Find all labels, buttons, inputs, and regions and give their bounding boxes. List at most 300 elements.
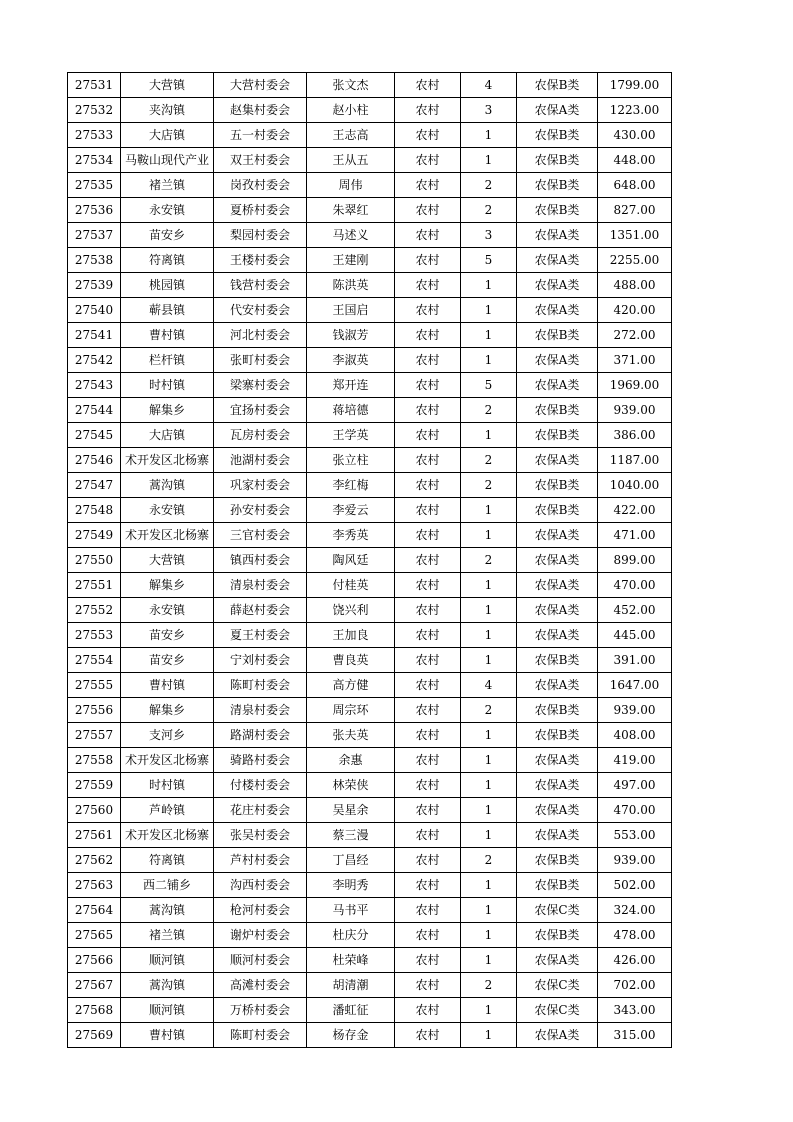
member-count-cell: 1: [461, 648, 517, 673]
person-name-cell: 林荣侠: [307, 773, 395, 798]
member-count-cell: 2: [461, 973, 517, 998]
table-row: [68, 198, 672, 223]
household-type-cell: 农村: [395, 798, 461, 823]
table-row: [68, 598, 672, 623]
record-id-cell: 27542: [68, 348, 121, 373]
village-committee-cell: 巩家村委会: [214, 473, 307, 498]
insurance-category-cell: 农保A类: [517, 948, 598, 973]
person-name-cell: 付桂英: [307, 573, 395, 598]
person-name-cell: 王学英: [307, 423, 395, 448]
household-type-cell: 农村: [395, 698, 461, 723]
person-name-cell: 杨存金: [307, 1023, 395, 1048]
record-id-cell: 27565: [68, 923, 121, 948]
household-type-cell: 农村: [395, 623, 461, 648]
insurance-category-cell: 农保A类: [517, 798, 598, 823]
household-type-cell: 农村: [395, 748, 461, 773]
township-cell: 夹沟镇: [121, 98, 214, 123]
person-name-cell: 王国启: [307, 298, 395, 323]
table-row: [68, 623, 672, 648]
township-cell: 大营镇: [121, 73, 214, 98]
person-name-cell: 李淑英: [307, 348, 395, 373]
table-row: [68, 298, 672, 323]
household-type-cell: 农村: [395, 148, 461, 173]
township-cell: 曹村镇: [121, 1023, 214, 1048]
table-row: [68, 498, 672, 523]
township-cell: 曹村镇: [121, 323, 214, 348]
person-name-cell: 王从五: [307, 148, 395, 173]
township-cell: 时村镇: [121, 373, 214, 398]
record-id-cell: 27534: [68, 148, 121, 173]
village-committee-cell: 谢炉村委会: [214, 923, 307, 948]
village-committee-cell: 池湖村委会: [214, 448, 307, 473]
record-id-cell: 27558: [68, 748, 121, 773]
table-row: [68, 448, 672, 473]
township-cell: 解集乡: [121, 573, 214, 598]
record-id-cell: 27533: [68, 123, 121, 148]
record-id-cell: 27566: [68, 948, 121, 973]
household-type-cell: 农村: [395, 348, 461, 373]
person-name-cell: 王志高: [307, 123, 395, 148]
record-id-cell: 27559: [68, 773, 121, 798]
township-cell: 术开发区北杨寨: [121, 448, 214, 473]
person-name-cell: 潘虹征: [307, 998, 395, 1023]
amount-cell: 478.00: [598, 923, 672, 948]
insurance-category-cell: 农保A类: [517, 773, 598, 798]
household-type-cell: 农村: [395, 923, 461, 948]
insurance-category-cell: 农保A类: [517, 573, 598, 598]
amount-cell: 452.00: [598, 598, 672, 623]
table-row: [68, 773, 672, 798]
record-id-cell: 27532: [68, 98, 121, 123]
record-id-cell: 27561: [68, 823, 121, 848]
person-name-cell: 王加良: [307, 623, 395, 648]
person-name-cell: 高方健: [307, 673, 395, 698]
village-committee-cell: 顺河村委会: [214, 948, 307, 973]
amount-cell: 315.00: [598, 1023, 672, 1048]
township-cell: 蒿沟镇: [121, 473, 214, 498]
amount-cell: 430.00: [598, 123, 672, 148]
household-type-cell: 农村: [395, 73, 461, 98]
person-name-cell: 周宗环: [307, 698, 395, 723]
record-id-cell: 27551: [68, 573, 121, 598]
member-count-cell: 1: [461, 1023, 517, 1048]
person-name-cell: 余惠: [307, 748, 395, 773]
village-committee-cell: 夏桥村委会: [214, 198, 307, 223]
record-id-cell: 27563: [68, 873, 121, 898]
member-count-cell: 1: [461, 123, 517, 148]
township-cell: 栏杆镇: [121, 348, 214, 373]
household-type-cell: 农村: [395, 198, 461, 223]
person-name-cell: 钱淑芳: [307, 323, 395, 348]
amount-cell: 371.00: [598, 348, 672, 373]
household-type-cell: 农村: [395, 648, 461, 673]
insurance-category-cell: 农保B类: [517, 873, 598, 898]
household-type-cell: 农村: [395, 423, 461, 448]
insurance-category-cell: 农保B类: [517, 398, 598, 423]
township-cell: 苗安乡: [121, 223, 214, 248]
record-id-cell: 27538: [68, 248, 121, 273]
person-name-cell: 陶风廷: [307, 548, 395, 573]
amount-cell: 1187.00: [598, 448, 672, 473]
household-type-cell: 农村: [395, 848, 461, 873]
amount-cell: 502.00: [598, 873, 672, 898]
amount-cell: 827.00: [598, 198, 672, 223]
household-type-cell: 农村: [395, 248, 461, 273]
table-row: [68, 748, 672, 773]
village-committee-cell: 代安村委会: [214, 298, 307, 323]
amount-cell: 488.00: [598, 273, 672, 298]
insurance-category-cell: 农保A类: [517, 273, 598, 298]
household-type-cell: 农村: [395, 973, 461, 998]
amount-cell: 939.00: [598, 698, 672, 723]
person-name-cell: 李红梅: [307, 473, 395, 498]
amount-cell: 272.00: [598, 323, 672, 348]
township-cell: 符离镇: [121, 848, 214, 873]
household-type-cell: 农村: [395, 523, 461, 548]
member-count-cell: 1: [461, 723, 517, 748]
insurance-category-cell: 农保B类: [517, 498, 598, 523]
amount-cell: 1040.00: [598, 473, 672, 498]
household-type-cell: 农村: [395, 823, 461, 848]
table-row: [68, 223, 672, 248]
member-count-cell: 1: [461, 948, 517, 973]
member-count-cell: 1: [461, 148, 517, 173]
amount-cell: 939.00: [598, 398, 672, 423]
person-name-cell: 马书平: [307, 898, 395, 923]
insurance-category-cell: 农保A类: [517, 673, 598, 698]
record-id-cell: 27540: [68, 298, 121, 323]
township-cell: 永安镇: [121, 198, 214, 223]
household-type-cell: 农村: [395, 373, 461, 398]
record-id-cell: 27548: [68, 498, 121, 523]
member-count-cell: 1: [461, 498, 517, 523]
record-id-cell: 27567: [68, 973, 121, 998]
village-committee-cell: 骑路村委会: [214, 748, 307, 773]
amount-cell: 470.00: [598, 573, 672, 598]
record-id-cell: 27531: [68, 73, 121, 98]
village-committee-cell: 五一村委会: [214, 123, 307, 148]
village-committee-cell: 清泉村委会: [214, 573, 307, 598]
insurance-category-cell: 农保B类: [517, 698, 598, 723]
member-count-cell: 1: [461, 748, 517, 773]
township-cell: 符离镇: [121, 248, 214, 273]
table-row: [68, 348, 672, 373]
township-cell: 时村镇: [121, 773, 214, 798]
record-id-cell: 27535: [68, 173, 121, 198]
township-cell: 苗安乡: [121, 623, 214, 648]
person-name-cell: 李爱云: [307, 498, 395, 523]
record-id-cell: 27562: [68, 848, 121, 873]
village-committee-cell: 三官村委会: [214, 523, 307, 548]
table-row: [68, 248, 672, 273]
household-type-cell: 农村: [395, 173, 461, 198]
household-type-cell: 农村: [395, 948, 461, 973]
member-count-cell: 1: [461, 898, 517, 923]
member-count-cell: 1: [461, 423, 517, 448]
village-committee-cell: 岗孜村委会: [214, 173, 307, 198]
person-name-cell: 马述义: [307, 223, 395, 248]
insurance-category-cell: 农保B类: [517, 323, 598, 348]
insurance-category-cell: 农保B类: [517, 648, 598, 673]
insurance-category-cell: 农保B类: [517, 923, 598, 948]
record-id-cell: 27564: [68, 898, 121, 923]
amount-cell: 408.00: [598, 723, 672, 748]
village-committee-cell: 芦村村委会: [214, 848, 307, 873]
household-type-cell: 农村: [395, 873, 461, 898]
village-committee-cell: 梨园村委会: [214, 223, 307, 248]
record-id-cell: 27537: [68, 223, 121, 248]
person-name-cell: 王建刚: [307, 248, 395, 273]
record-id-cell: 27544: [68, 398, 121, 423]
table-row: [68, 873, 672, 898]
record-id-cell: 27568: [68, 998, 121, 1023]
member-count-cell: 1: [461, 873, 517, 898]
village-committee-cell: 镇西村委会: [214, 548, 307, 573]
table-row: [68, 998, 672, 1023]
village-committee-cell: 河北村委会: [214, 323, 307, 348]
insurance-category-cell: 农保B类: [517, 123, 598, 148]
table-row: [68, 723, 672, 748]
township-cell: 西二铺乡: [121, 873, 214, 898]
person-name-cell: 蒋培德: [307, 398, 395, 423]
amount-cell: 471.00: [598, 523, 672, 548]
amount-cell: 386.00: [598, 423, 672, 448]
household-type-cell: 农村: [395, 273, 461, 298]
table-row: [68, 673, 672, 698]
table-row: [68, 1023, 672, 1048]
township-cell: 蕲县镇: [121, 298, 214, 323]
amount-cell: 422.00: [598, 498, 672, 523]
village-committee-cell: 赵集村委会: [214, 98, 307, 123]
member-count-cell: 2: [461, 398, 517, 423]
insurance-category-cell: 农保A类: [517, 98, 598, 123]
member-count-cell: 1: [461, 623, 517, 648]
person-name-cell: 张文杰: [307, 73, 395, 98]
amount-cell: 1647.00: [598, 673, 672, 698]
member-count-cell: 1: [461, 823, 517, 848]
record-id-cell: 27557: [68, 723, 121, 748]
village-committee-cell: 大营村委会: [214, 73, 307, 98]
table-row: [68, 523, 672, 548]
member-count-cell: 4: [461, 73, 517, 98]
person-name-cell: 蔡三漫: [307, 823, 395, 848]
member-count-cell: 2: [461, 448, 517, 473]
township-cell: 大店镇: [121, 123, 214, 148]
member-count-cell: 3: [461, 223, 517, 248]
insurance-category-cell: 农保B类: [517, 73, 598, 98]
member-count-cell: 4: [461, 673, 517, 698]
insurance-category-cell: 农保C类: [517, 898, 598, 923]
village-committee-cell: 宜扬村委会: [214, 398, 307, 423]
township-cell: 苗安乡: [121, 648, 214, 673]
person-name-cell: 周伟: [307, 173, 395, 198]
village-committee-cell: 梁寨村委会: [214, 373, 307, 398]
amount-cell: 648.00: [598, 173, 672, 198]
township-cell: 永安镇: [121, 498, 214, 523]
insurance-category-cell: 农保B类: [517, 723, 598, 748]
amount-cell: 343.00: [598, 998, 672, 1023]
person-name-cell: 郑开连: [307, 373, 395, 398]
household-type-cell: 农村: [395, 673, 461, 698]
person-name-cell: 李秀英: [307, 523, 395, 548]
household-type-cell: 农村: [395, 298, 461, 323]
record-id-cell: 27543: [68, 373, 121, 398]
person-name-cell: 吴星余: [307, 798, 395, 823]
amount-cell: 1223.00: [598, 98, 672, 123]
record-id-cell: 27556: [68, 698, 121, 723]
village-committee-cell: 付楼村委会: [214, 773, 307, 798]
insurance-category-cell: 农保A类: [517, 448, 598, 473]
person-name-cell: 杜庆分: [307, 923, 395, 948]
member-count-cell: 1: [461, 298, 517, 323]
record-id-cell: 27541: [68, 323, 121, 348]
table-row: [68, 923, 672, 948]
insurance-category-cell: 农保A类: [517, 748, 598, 773]
table-row: [68, 648, 672, 673]
township-cell: 解集乡: [121, 398, 214, 423]
table-row: [68, 423, 672, 448]
person-name-cell: 张夫英: [307, 723, 395, 748]
insurance-category-cell: 农保A类: [517, 823, 598, 848]
member-count-cell: 1: [461, 798, 517, 823]
amount-cell: 426.00: [598, 948, 672, 973]
household-type-cell: 农村: [395, 323, 461, 348]
township-cell: 褚兰镇: [121, 923, 214, 948]
village-committee-cell: 王楼村委会: [214, 248, 307, 273]
table-row: [68, 973, 672, 998]
insurance-category-cell: 农保B类: [517, 473, 598, 498]
record-id-cell: 27552: [68, 598, 121, 623]
member-count-cell: 1: [461, 323, 517, 348]
table-row: [68, 548, 672, 573]
person-name-cell: 朱翠红: [307, 198, 395, 223]
village-committee-cell: 高滩村委会: [214, 973, 307, 998]
household-type-cell: 农村: [395, 448, 461, 473]
table-row: [68, 798, 672, 823]
amount-cell: 445.00: [598, 623, 672, 648]
person-name-cell: 杜荣峰: [307, 948, 395, 973]
village-committee-cell: 枪河村委会: [214, 898, 307, 923]
amount-cell: 419.00: [598, 748, 672, 773]
table-row: [68, 148, 672, 173]
village-committee-cell: 孙安村委会: [214, 498, 307, 523]
village-committee-cell: 钱营村委会: [214, 273, 307, 298]
amount-cell: 702.00: [598, 973, 672, 998]
village-committee-cell: 陈町村委会: [214, 1023, 307, 1048]
township-cell: 芦岭镇: [121, 798, 214, 823]
record-id-cell: 27545: [68, 423, 121, 448]
table-row: [68, 948, 672, 973]
member-count-cell: 1: [461, 923, 517, 948]
household-type-cell: 农村: [395, 1023, 461, 1048]
member-count-cell: 2: [461, 848, 517, 873]
table-row: [68, 823, 672, 848]
amount-cell: 324.00: [598, 898, 672, 923]
person-name-cell: 曹良英: [307, 648, 395, 673]
roster-table: [67, 72, 672, 1048]
insurance-category-cell: 农保A类: [517, 1023, 598, 1048]
member-count-cell: 2: [461, 548, 517, 573]
village-committee-cell: 万桥村委会: [214, 998, 307, 1023]
township-cell: 顺河镇: [121, 948, 214, 973]
amount-cell: 470.00: [598, 798, 672, 823]
amount-cell: 497.00: [598, 773, 672, 798]
township-cell: 解集乡: [121, 698, 214, 723]
insurance-category-cell: 农保A类: [517, 598, 598, 623]
member-count-cell: 1: [461, 348, 517, 373]
person-name-cell: 胡清潮: [307, 973, 395, 998]
table-row: [68, 73, 672, 98]
village-committee-cell: 张吴村委会: [214, 823, 307, 848]
township-cell: 永安镇: [121, 598, 214, 623]
village-committee-cell: 清泉村委会: [214, 698, 307, 723]
insurance-category-cell: 农保B类: [517, 173, 598, 198]
table-row: [68, 698, 672, 723]
village-committee-cell: 沟西村委会: [214, 873, 307, 898]
household-type-cell: 农村: [395, 598, 461, 623]
amount-cell: 553.00: [598, 823, 672, 848]
table-row: [68, 573, 672, 598]
table-row: [68, 898, 672, 923]
insurance-category-cell: 农保A类: [517, 548, 598, 573]
township-cell: 褚兰镇: [121, 173, 214, 198]
insurance-category-cell: 农保A类: [517, 348, 598, 373]
amount-cell: 420.00: [598, 298, 672, 323]
record-id-cell: 27549: [68, 523, 121, 548]
household-type-cell: 农村: [395, 548, 461, 573]
record-id-cell: 27546: [68, 448, 121, 473]
household-type-cell: 农村: [395, 223, 461, 248]
person-name-cell: 李明秀: [307, 873, 395, 898]
amount-cell: 939.00: [598, 848, 672, 873]
village-committee-cell: 陈町村委会: [214, 673, 307, 698]
township-cell: 马鞍山现代产业: [121, 148, 214, 173]
member-count-cell: 2: [461, 473, 517, 498]
insurance-category-cell: 农保B类: [517, 148, 598, 173]
amount-cell: 2255.00: [598, 248, 672, 273]
record-id-cell: 27539: [68, 273, 121, 298]
village-committee-cell: 宁刘村委会: [214, 648, 307, 673]
table-row: [68, 473, 672, 498]
person-name-cell: 赵小柱: [307, 98, 395, 123]
household-type-cell: 农村: [395, 573, 461, 598]
household-type-cell: 农村: [395, 473, 461, 498]
township-cell: 术开发区北杨寨: [121, 523, 214, 548]
amount-cell: 391.00: [598, 648, 672, 673]
person-name-cell: 丁昌经: [307, 848, 395, 873]
township-cell: 术开发区北杨寨: [121, 748, 214, 773]
record-id-cell: 27550: [68, 548, 121, 573]
record-id-cell: 27536: [68, 198, 121, 223]
record-id-cell: 27547: [68, 473, 121, 498]
household-type-cell: 农村: [395, 98, 461, 123]
household-type-cell: 农村: [395, 898, 461, 923]
roster-body: [68, 73, 672, 1048]
household-type-cell: 农村: [395, 998, 461, 1023]
township-cell: 术开发区北杨寨: [121, 823, 214, 848]
village-committee-cell: 夏王村委会: [214, 623, 307, 648]
insurance-category-cell: 农保B类: [517, 848, 598, 873]
township-cell: 大店镇: [121, 423, 214, 448]
insurance-category-cell: 农保A类: [517, 373, 598, 398]
table-row: [68, 323, 672, 348]
amount-cell: 1969.00: [598, 373, 672, 398]
record-id-cell: 27560: [68, 798, 121, 823]
person-name-cell: 饶兴利: [307, 598, 395, 623]
insurance-category-cell: 农保A类: [517, 223, 598, 248]
village-committee-cell: 瓦房村委会: [214, 423, 307, 448]
village-committee-cell: 张町村委会: [214, 348, 307, 373]
